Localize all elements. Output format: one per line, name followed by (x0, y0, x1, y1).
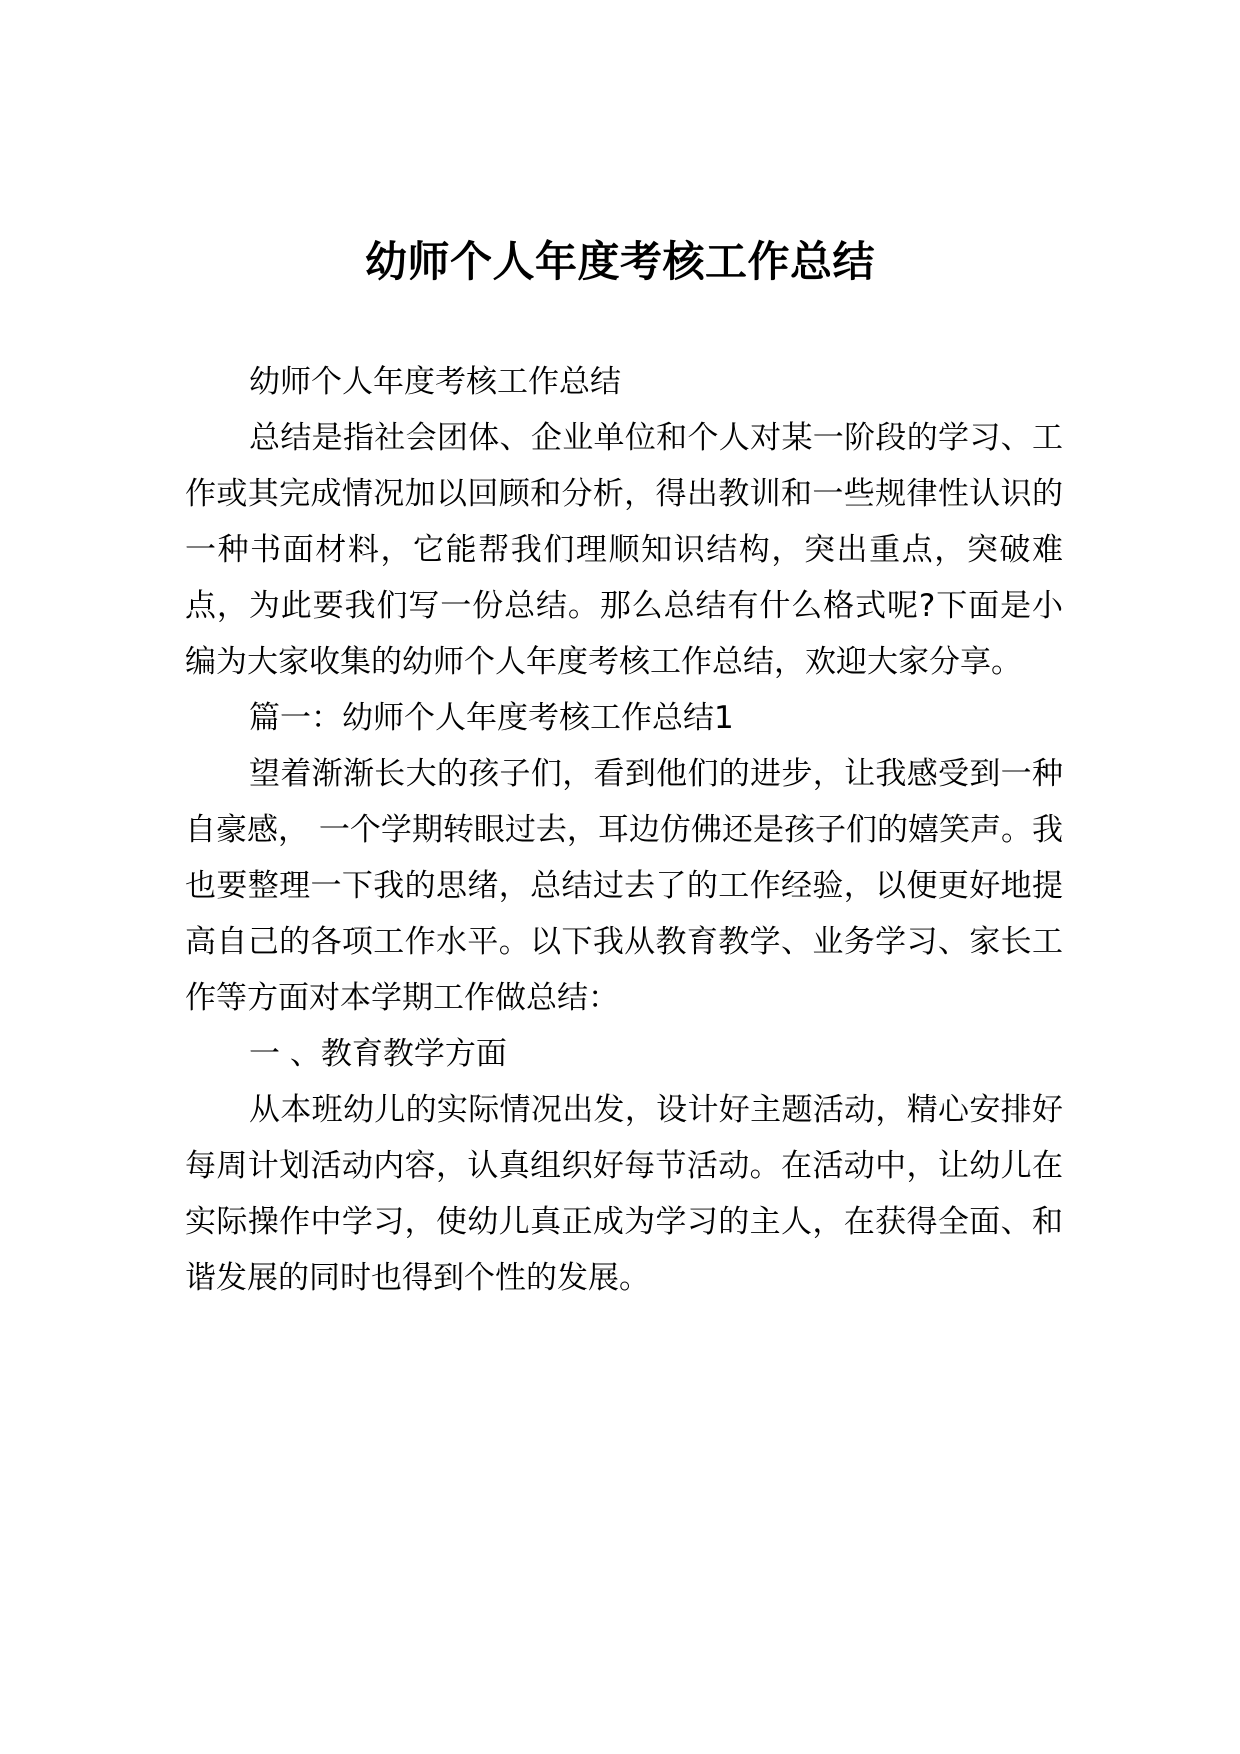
chapter-heading: 篇一：幼师个人年度考核工作总结1 (249, 700, 734, 736)
section-heading: 一 、教育教学方面 (249, 1036, 507, 1072)
document-body (185, 354, 1063, 1306)
subtitle-paragraph: 幼师个人年度考核工作总结 (249, 364, 621, 400)
document-title: 幼师个人年度考核工作总结 (364, 237, 875, 286)
intro-paragraph: 总结是指社会团体、企业单位和个人对某一阶段的学习、工作或其完成情况加以回顾和分析，得出教训和一些规律性认识的一种书面材料，它能帮我们理顺知识结构，突出重点，突破难点，为此要我们写一份总结。那么总结有什么格式呢?下面是小编为大家收集的幼师个人年度考核工作总结，欢迎大家分享。 (185, 420, 1063, 680)
body-paragraph: 从本班幼儿的实际情况出发，设计好主题活动，精心安排好每周计划活动内容，认真组织好每节活动。在活动中，让幼儿在实际操作中学习，使幼儿真正成为学习的主人，在获得全面、和谐发展的同时也得到个性的发展。 (185, 1092, 1063, 1296)
body-paragraph: 望着渐渐长大的孩子们，看到他们的进步，让我感受到一种自豪感， 一个学期转眼过去，耳边仿佛还是孩子们的嬉笑声。我也要整理一下我的思绪，总结过去了的工作经验，以便更好地提高自己的各项工作水平。以下我从教育教学、业务学习、家长工作等方面对本学期工作做总结： (185, 756, 1063, 1016)
